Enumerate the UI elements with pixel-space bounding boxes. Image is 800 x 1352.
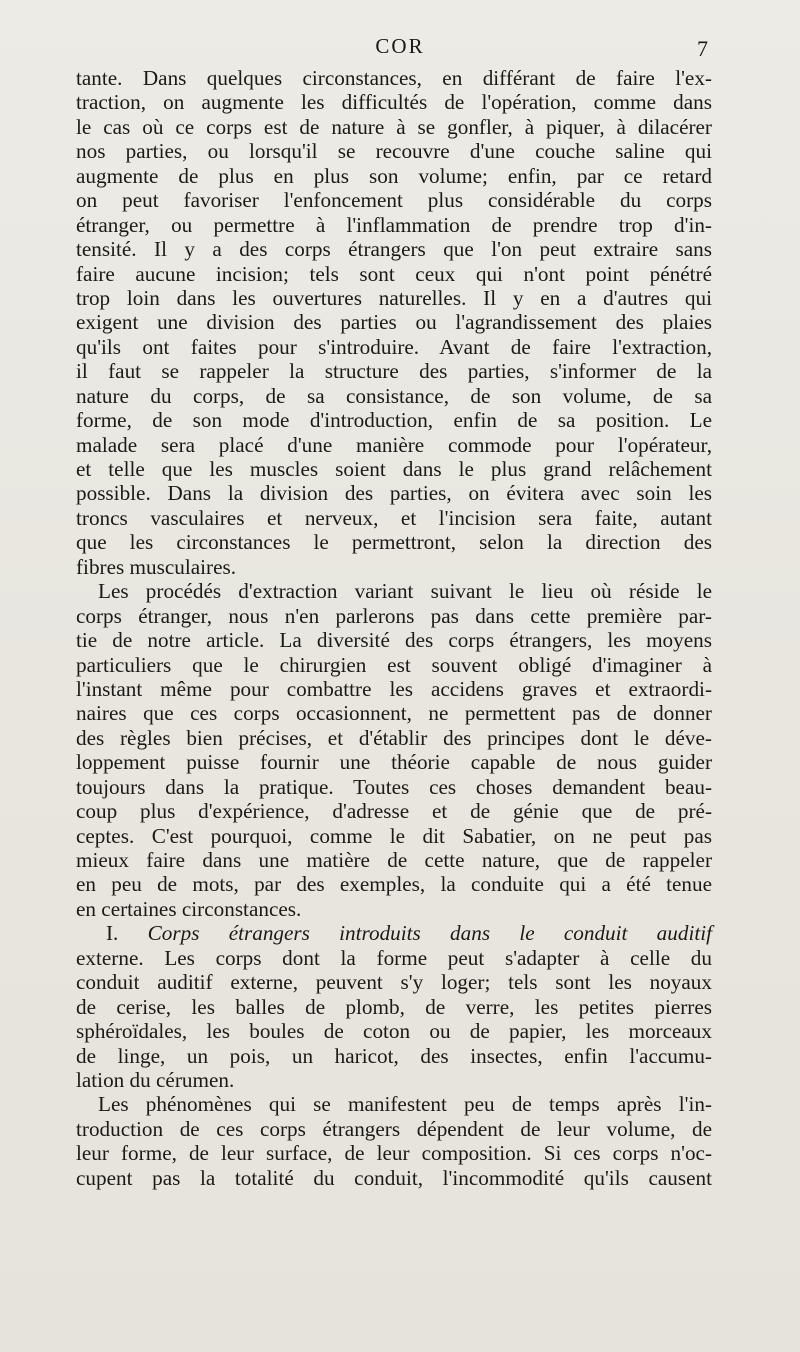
text-line: Les procédés d'extraction variant suivant le lieu où réside le bbox=[98, 579, 712, 604]
body-text bbox=[76, 66, 712, 1190]
text-line: lation du cérumen. bbox=[76, 1067, 235, 1092]
text-line: tie de notre article. La diversité des corps étrangers, les moyens bbox=[76, 628, 712, 653]
text-line: corps étranger, nous n'en parlerons pas dans cette première par- bbox=[76, 603, 712, 628]
text-line: possible. Dans la division des parties, on évitera avec soin les bbox=[76, 481, 712, 506]
text-line: le cas où ce corps est de nature à se gonfler, à piquer, à dilacérer bbox=[76, 114, 712, 139]
text-line: ceptes. C'est pourquoi, comme le dit Sabatier, on ne peut pas bbox=[76, 823, 712, 848]
text-line: malade sera placé d'une manière commode pour l'opérateur, bbox=[76, 432, 712, 457]
text-line: conduit auditif externe, peuvent s'y loger; tels sont les noyaux bbox=[76, 970, 712, 995]
text-line: que les circonstances le permettront, selon la direction des bbox=[76, 530, 712, 555]
text-line: cupent pas la totalité du conduit, l'incommodité qu'ils causent bbox=[76, 1165, 712, 1190]
text-line: particuliers que le chirurgien est souvent obligé d'imaginer à bbox=[76, 652, 712, 677]
text-line: de cerise, les balles de plomb, de verre, les petites pierres bbox=[76, 994, 712, 1019]
text-line: nos parties, ou lorsqu'il se recouvre d'une couche saline qui bbox=[76, 139, 712, 164]
text-line: des règles bien précises, et d'établir des principes dont le déve- bbox=[76, 725, 712, 750]
running-head bbox=[0, 34, 800, 60]
section-title: Corps étrangers introduits dans le conduit auditif bbox=[147, 921, 712, 946]
section-heading bbox=[76, 921, 712, 945]
text-line: loppement puisse fournir une théorie capable de nous guider bbox=[76, 750, 712, 775]
text-line: coup plus d'expérience, d'adresse et de génie que de pré- bbox=[76, 799, 712, 824]
section-number: I. bbox=[106, 921, 119, 946]
text-line: nature du corps, de sa consistance, de son volume, de sa bbox=[76, 383, 712, 408]
text-line: leur forme, de leur surface, de leur composition. Si ces corps n'oc- bbox=[76, 1141, 712, 1166]
text-line: étranger, ou permettre à l'inflammation de prendre trop d'in- bbox=[76, 212, 712, 237]
text-line: en peu de mots, par des exemples, la conduite qui a été tenue bbox=[76, 872, 712, 897]
text-line: naires que ces corps occasionnent, ne permettent pas de donner bbox=[76, 701, 712, 726]
text-line: sphéroïdales, les boules de coton ou de papier, les morceaux bbox=[76, 1019, 712, 1044]
text-line: et telle que les muscles soient dans le plus grand relâchement bbox=[76, 457, 712, 481]
text-line: on peut favoriser l'enfoncement plus considérable du corps bbox=[76, 188, 712, 213]
text-line: il faut se rappeler la structure des parties, s'informer de la bbox=[76, 359, 712, 384]
text-line: tante. Dans quelques circonstances, en différant de faire l'ex- bbox=[76, 66, 712, 90]
text-line: Les phénomènes qui se manifestent peu de temps après l'in- bbox=[98, 1092, 712, 1117]
running-head-title: COR bbox=[375, 34, 425, 58]
text-line: mieux faire dans une matière de cette nature, que de rappeler bbox=[76, 848, 712, 872]
text-line: qu'ils ont faites pour s'introduire. Avant de faire l'extraction, bbox=[76, 334, 712, 359]
text-line: faire aucune incision; tels sont ceux qui n'ont point pénétré bbox=[76, 261, 712, 286]
text-line: troduction de ces corps étrangers dépendent de leur volume, de bbox=[76, 1116, 712, 1141]
text-line: trop loin dans les ouvertures naturelles. Il y en a d'autres qui bbox=[76, 285, 712, 310]
text-line: forme, de son mode d'introduction, enfin de sa position. Le bbox=[76, 408, 712, 433]
text-line: tensité. Il y a des corps étrangers que l'on peut extraire sans bbox=[76, 237, 712, 262]
page-number: 7 bbox=[697, 36, 708, 61]
text-line: fibres musculaires. bbox=[76, 554, 237, 579]
text-line: de linge, un pois, un haricot, des insectes, enfin l'accumu- bbox=[76, 1043, 712, 1068]
text-line: augmente de plus en plus son volume; enfin, par ce retard bbox=[76, 163, 712, 188]
text-line: traction, on augmente les difficultés de l'opération, comme dans bbox=[76, 90, 712, 115]
text-line: l'instant même pour combattre les accidens graves et extraordi- bbox=[76, 676, 712, 701]
text-line: toujours dans la pratique. Toutes ces choses demandent beau- bbox=[76, 774, 712, 799]
text-line: troncs vasculaires et nerveux, et l'incision sera faite, autant bbox=[76, 505, 712, 530]
text-line: externe. Les corps dont la forme peut s'adapter à celle du bbox=[76, 945, 712, 970]
text-line: en certaines circonstances. bbox=[76, 896, 302, 921]
text-line: exigent une division des parties ou l'agrandissement des plaies bbox=[76, 310, 712, 335]
